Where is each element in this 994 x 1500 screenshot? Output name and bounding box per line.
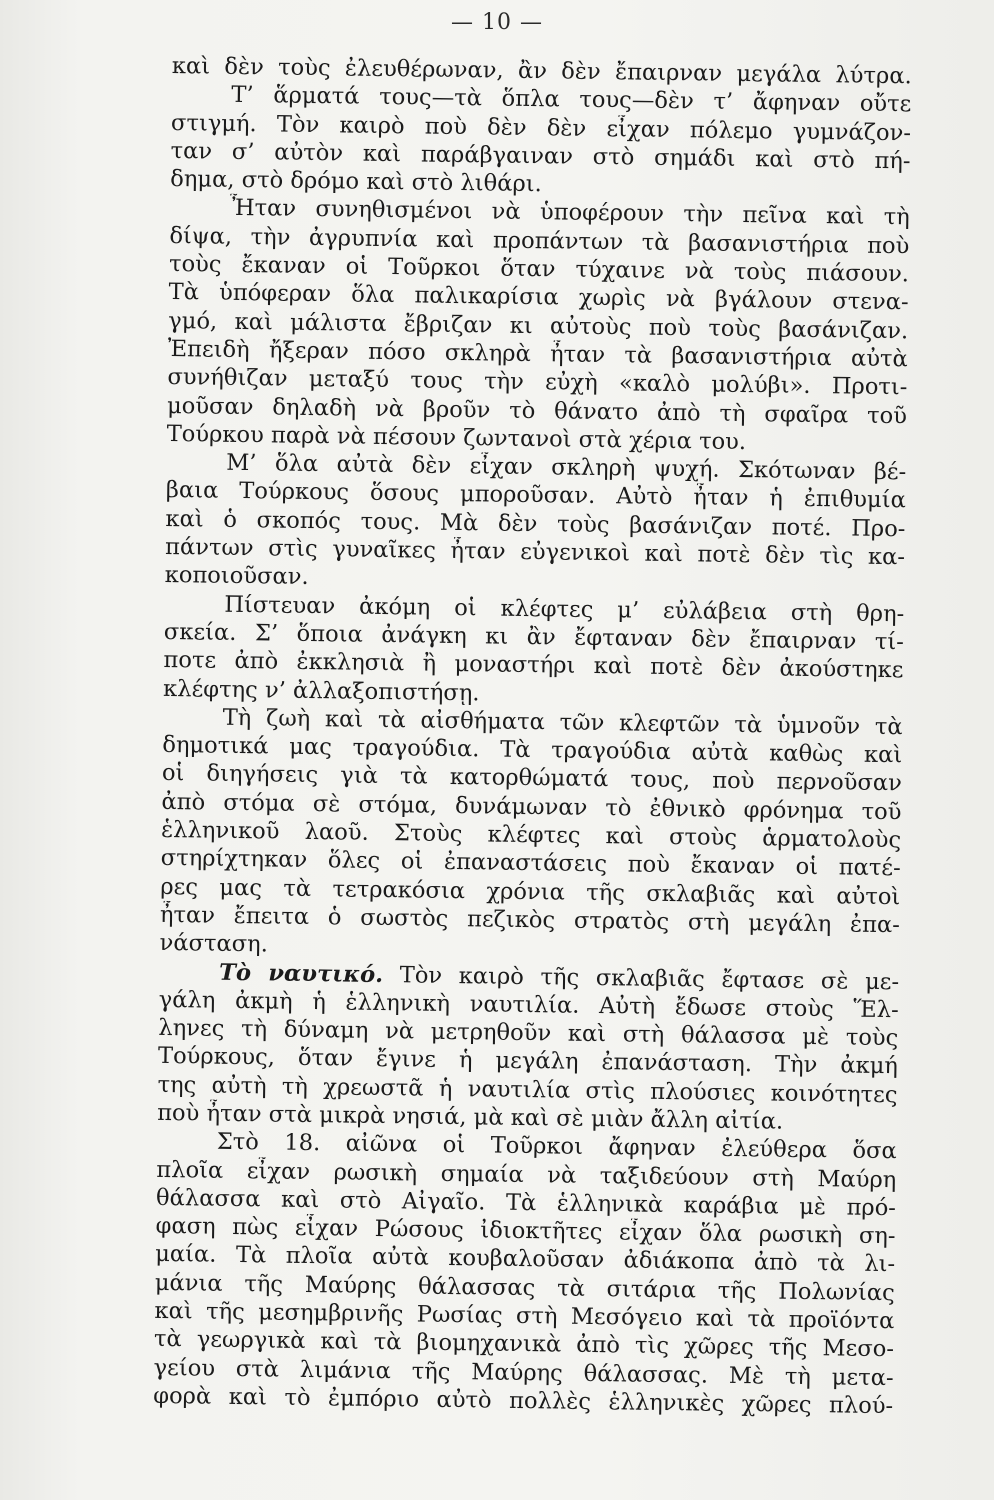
line-text: Τ’ ἅρματά τους—τὰ ὅπλα τους—δὲν τ’ ἄφηναν οὔτε [231, 82, 912, 118]
line-text: Πίστευαν ἀκόμη οἱ κλέφτες μ’ εὐλάβεια στὴ θρη- [224, 591, 905, 627]
line-text: δημα, στὸ δρόμο καὶ στὸ λιθάρι. [170, 166, 542, 198]
line-text: πλοῖα εἶχαν ρωσικὴ σημαία νὰ ταξιδεύουν στὴ Μαύρη [156, 1156, 897, 1193]
line-text: Τὴ ζωὴ καὶ τὰ αἰσθήματα τῶν κλεφτῶν τὰ ὑμνοῦν τὰ [222, 704, 903, 741]
line-text: νάσταση. [159, 930, 269, 958]
line-text: Τὸν καιρὸ τῆς σκλαβιᾶς ἔφτασε σὲ με- [382, 961, 900, 995]
line-text: Στὸ 18. αἰῶνα οἱ Τοῦρκοι ἄφηναν ἐλεύθερα ὅσα [216, 1129, 897, 1165]
line-text: τὰ γεωργικὰ καὶ τὰ βιομηχανικὰ ἀπὸ τὶς χῶρες τῆς Μεσο- [153, 1326, 895, 1363]
line-text: ποὺ ἦταν στὰ μικρὰ νησιά, μὰ καὶ σὲ μιὰν ἄλλη αἰτία. [157, 1099, 784, 1135]
line-text: μαία. Τὰ πλοῖα αὐτὰ κουβαλοῦσαν ἀδιάκοπα ἀπὸ τὰ λι- [155, 1241, 896, 1278]
line-text: Ἦταν συνηθισμένοι νὰ ὑποφέρουν τὴν πεῖνα καὶ τὴ [229, 195, 910, 231]
line-text: Τούρκους, ὅταν ἔγινε ἡ μεγάλη ἐπανάσταση. Τὴν ἀκμή [157, 1043, 899, 1080]
line-text: βαια Τούρκους ὅσους μποροῦσαν. Αὐτὸ ἦταν ἡ ἐπιθυμία [165, 477, 906, 514]
line-text: στιγμή. Τὸν καιρὸ ποὺ δὲν δὲν εἶχαν πόλεμο γυμνάζον- [170, 109, 912, 146]
line-text: οἱ διηγήσεις γιὰ τὰ κατορθώματά τους, ποὺ περνοῦσαν [161, 760, 903, 797]
line-text: δημοτικά μας τραγούδια. Τὰ τραγούδια αὐτὰ καθὼς καὶ [162, 732, 903, 769]
line-text: κοποιοῦσαν. [164, 562, 309, 591]
line-text: ποτε ἀπὸ ἐκκλησιὰ ἢ μοναστήρι καὶ ποτὲ δὲν ἀκούστηκε [163, 647, 904, 684]
line-text: πάντων στὶς γυναῖκες ἦταν εὐγενικοὶ καὶ ποτὲ δὲν τὶς κα- [164, 533, 906, 571]
line-text: φορὰ καὶ τὸ ἐμπόριο αὐτὸ πολλὲς ἑλληνικὲς χῶρες πλού- [153, 1382, 894, 1420]
line-text: ἑλληνικοῦ λαοῦ. Στοὺς κλέφτες καὶ στοὺς ἁρματολοὺς [160, 816, 902, 854]
line-text: ληνες τὴ δύναμη νὰ μετρηθοῦν καὶ στὴ θάλασσα μὲ τοὺς [158, 1014, 899, 1052]
line-text: μάνια τῆς Μαύρης θάλασσας τὰ σιτάρια τῆς Πολωνίας [154, 1269, 895, 1306]
line-text: καὶ ὁ σκοπός τους. Μὰ δὲν τοὺς βασάνιζαν ποτέ. Προ- [165, 505, 906, 543]
line-text: σκεία. Σ’ ὅποια ἀνάγκη κι ἂν ἔφταναν δὲν ἔπαιρναν τί- [163, 618, 905, 656]
line-text: Μ’ ὅλα αὐτὰ δὲν εἶχαν σκληρὴ ψυχή. Σκότωναν βέ- [226, 449, 907, 486]
line-text: της αὐτὴ τὴ χρεωστᾶ ἡ ναυτιλία στὶς πλούσιες κοινότητες [157, 1071, 898, 1108]
line-text: κλέφτης ν’ ἀλλαξοπιστήσῃ. [162, 675, 480, 706]
page-number: — 10 — [451, 10, 543, 35]
line-text: γμό, καὶ μάλιστα ἔβριζαν κι αὐτοὺς ποὺ τοὺς βασάνιζαν. [168, 307, 909, 344]
line-text: Τὰ ὑπόφεραν ὅλα παλικαρίσια χωρὶς νὰ βγάλουν στενα- [168, 279, 909, 316]
line-text: συνήθιζαν μεταξύ τους τὴν εὐχὴ «καλὸ μολύβι». Προτι- [167, 364, 908, 401]
line-text: δίψα, τὴν ἀγρυπνία καὶ προπάντων τὰ βασανιστήρια ποὺ [169, 222, 910, 260]
line-text: ἀπὸ στόμα σὲ στόμα, δυνάμωναν τὸ ἐθνικὸ φρόνημα τοῦ [161, 788, 902, 825]
line-text: φαση πὼς εἶχαν Ρώσους ἰδιοκτῆτες εἶχαν ὅλα ρωσικὴ ση- [155, 1213, 896, 1250]
line-text: καὶ δὲν τοὺς ἐλευθέρωναν, ἂν δὲν ἔπαιρναν μεγάλα λύτρα. [171, 52, 912, 90]
line-text: ἦταν ἔπειτα ὁ σωστὸς πεζικὸς στρατὸς στὴ μεγάλη ἐπα- [159, 901, 901, 939]
line-text: μοῦσαν δηλαδὴ νὰ βροῦν τὸ θάνατο ἀπὸ τὴ σφαῖρα τοῦ [166, 392, 908, 429]
line-text: στηρίχτηκαν ὅλες οἱ ἐπαναστάσεις ποὺ ἔκαναν οἱ πατέ- [160, 845, 901, 882]
line-text: ταν σ’ αὐτὸν καὶ παράβγαιναν στὸ σημάδι καὶ στὸ πή- [170, 137, 911, 175]
line-text: Τούρκου παρὰ νὰ πέσουν ζωντανοὶ στὰ χέρια του. [166, 420, 747, 455]
line-text: γάλη ἀκμὴ ἡ ἑλληνικὴ ναυτιλία. Αὐτὴ ἔδωσε στοὺς Ἕλ- [158, 986, 899, 1024]
body-text [153, 52, 912, 1420]
line-text: Ἐπειδὴ ἤξεραν πόσο σκληρὰ ἦταν τὰ βασανιστήρια αὐτὰ [167, 335, 908, 373]
line-text: γείου στὰ λιμάνια τῆς Μαύρης θάλασσας. Μὲ τὴ μετα- [153, 1354, 894, 1391]
line-text: καὶ τῆς μεσημβρινῆς Ρωσίας στὴ Μεσόγειο καὶ τὰ προϊόντα [154, 1297, 895, 1335]
section-heading: Τὸ ναυτικό. [218, 959, 384, 988]
line-text: ρες μας τὰ τετρακόσια χρόνια τῆς σκλαβιᾶς καὶ αὐτοὶ [160, 873, 901, 910]
line-text: τοὺς ἔκαναν οἱ Τοῦρκοι ὅταν τύχαινε νὰ τοὺς πιάσουν. [168, 251, 910, 288]
line-text: θάλασσα καὶ στὸ Αἰγαῖο. Τὰ ἑλληνικὰ καράβια μὲ πρό- [155, 1184, 897, 1222]
